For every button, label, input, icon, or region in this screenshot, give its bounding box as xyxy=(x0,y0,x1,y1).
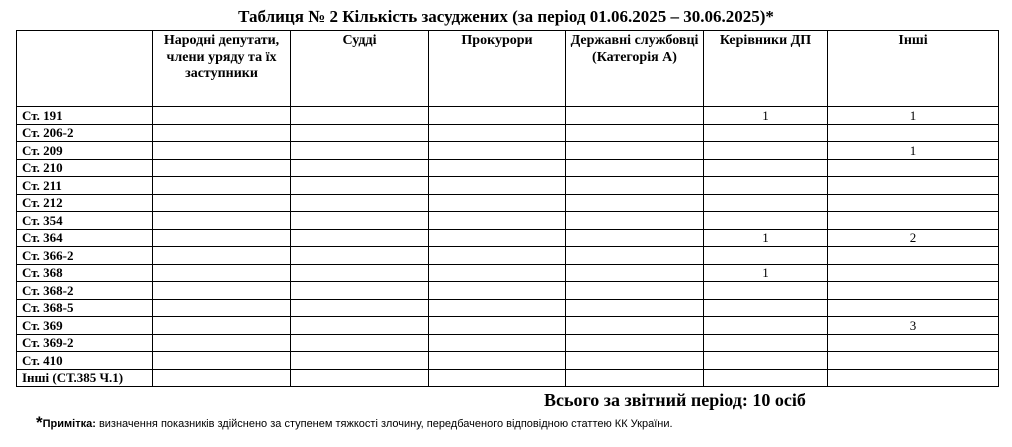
table-cell xyxy=(153,334,291,352)
table-cell xyxy=(566,299,704,317)
table-cell xyxy=(566,159,704,177)
table-cell xyxy=(828,299,999,317)
header-judges: Судді xyxy=(291,31,429,107)
table-cell xyxy=(828,334,999,352)
table-cell xyxy=(704,282,828,300)
table-cell xyxy=(566,229,704,247)
table-cell: 1 xyxy=(828,142,999,160)
header-prosecutors: Прокурори xyxy=(429,31,566,107)
total-summary: Всього за звітний період: 10 осіб xyxy=(544,390,806,410)
table-cell xyxy=(429,334,566,352)
table-cell xyxy=(429,229,566,247)
table-cell xyxy=(704,212,828,230)
table-cell xyxy=(429,142,566,160)
table-cell xyxy=(704,369,828,387)
row-label: Ст. 368 xyxy=(17,264,153,282)
table-row xyxy=(17,352,999,370)
row-label: Ст. 209 xyxy=(17,142,153,160)
table-cell xyxy=(291,212,429,230)
table-cell xyxy=(153,124,291,142)
table-cell xyxy=(704,334,828,352)
table-cell xyxy=(566,317,704,335)
row-label: Інші (СТ.385 Ч.1) xyxy=(17,369,153,387)
table-row xyxy=(17,369,999,387)
table-cell xyxy=(153,317,291,335)
table-cell xyxy=(291,194,429,212)
row-label: Ст. 366-2 xyxy=(17,247,153,265)
table-row xyxy=(17,177,999,195)
table-cell xyxy=(153,159,291,177)
table-cell xyxy=(153,229,291,247)
table-cell xyxy=(291,282,429,300)
table-cell xyxy=(429,159,566,177)
table-cell xyxy=(828,212,999,230)
table-cell xyxy=(704,247,828,265)
table-title: Таблиця № 2 Кількість засуджених (за період 01.06.2025 – 30.06.2025)* xyxy=(238,7,774,26)
row-label: Ст. 369 xyxy=(17,317,153,335)
table-cell xyxy=(291,352,429,370)
table-row xyxy=(17,264,999,282)
table-cell xyxy=(153,369,291,387)
header-civil-servants: Державні службовці (Категорія А) xyxy=(566,31,704,107)
row-label: Ст. 212 xyxy=(17,194,153,212)
table-cell xyxy=(291,124,429,142)
table-cell xyxy=(828,369,999,387)
table-cell xyxy=(429,282,566,300)
table-cell xyxy=(566,352,704,370)
table-cell xyxy=(429,177,566,195)
convictions-table xyxy=(16,30,999,387)
row-label: Ст. 354 xyxy=(17,212,153,230)
table-cell xyxy=(291,334,429,352)
table-cell: 3 xyxy=(828,317,999,335)
table-cell xyxy=(704,124,828,142)
table-row xyxy=(17,142,999,160)
table-cell xyxy=(429,107,566,125)
table-cell xyxy=(291,317,429,335)
table-cell xyxy=(153,142,291,160)
table-row xyxy=(17,159,999,177)
table-cell xyxy=(828,194,999,212)
table-cell xyxy=(566,282,704,300)
table-cell xyxy=(429,352,566,370)
table-cell xyxy=(704,194,828,212)
table-row xyxy=(17,229,999,247)
table-cell xyxy=(429,299,566,317)
table-cell xyxy=(566,194,704,212)
row-label: Ст. 206-2 xyxy=(17,124,153,142)
table-cell xyxy=(153,212,291,230)
table-row xyxy=(17,194,999,212)
header-enterprise-heads: Керівники ДП xyxy=(704,31,828,107)
table-cell: 1 xyxy=(704,107,828,125)
table-cell xyxy=(153,282,291,300)
table-cell xyxy=(704,177,828,195)
table-cell xyxy=(429,264,566,282)
table-row xyxy=(17,212,999,230)
footnote-star: * xyxy=(36,413,43,432)
row-label: Ст. 191 xyxy=(17,107,153,125)
table-cell xyxy=(291,247,429,265)
table-cell xyxy=(566,212,704,230)
row-label: Ст. 368-2 xyxy=(17,282,153,300)
table-cell xyxy=(291,159,429,177)
table-cell xyxy=(828,177,999,195)
table-cell: 1 xyxy=(704,264,828,282)
table-cell xyxy=(566,247,704,265)
table-row xyxy=(17,282,999,300)
table-cell xyxy=(566,264,704,282)
table-cell xyxy=(704,159,828,177)
header-deputies: Народні депутати, члени уряду та їх заступники xyxy=(153,31,291,107)
table-cell xyxy=(429,124,566,142)
row-label: Ст. 369-2 xyxy=(17,334,153,352)
table-cell xyxy=(828,247,999,265)
table-cell xyxy=(291,264,429,282)
table-row xyxy=(17,299,999,317)
row-label: Ст. 364 xyxy=(17,229,153,247)
table-cell xyxy=(153,194,291,212)
table-cell xyxy=(153,352,291,370)
table-cell xyxy=(566,124,704,142)
table-cell xyxy=(828,124,999,142)
table-cell xyxy=(153,107,291,125)
table-cell xyxy=(566,369,704,387)
table-cell xyxy=(704,352,828,370)
table-cell xyxy=(429,194,566,212)
table-cell xyxy=(429,212,566,230)
table-cell xyxy=(828,159,999,177)
table-cell xyxy=(291,177,429,195)
table-cell xyxy=(291,107,429,125)
table-cell xyxy=(291,229,429,247)
header-empty xyxy=(17,31,153,107)
table-cell xyxy=(566,142,704,160)
table-cell xyxy=(429,247,566,265)
table-cell xyxy=(828,264,999,282)
footnote xyxy=(36,414,673,433)
table-row xyxy=(17,317,999,335)
table-cell xyxy=(828,352,999,370)
table-cell xyxy=(704,299,828,317)
table-cell xyxy=(566,334,704,352)
table-cell xyxy=(291,369,429,387)
table-cell xyxy=(828,282,999,300)
table-cell xyxy=(153,299,291,317)
table-cell xyxy=(153,177,291,195)
table-cell xyxy=(704,317,828,335)
row-label: Ст. 368-5 xyxy=(17,299,153,317)
table-cell xyxy=(153,264,291,282)
table-cell xyxy=(291,142,429,160)
footnote-text: визначення показників здійснено за ступенем тяжкості злочину, передбаченого відповідною статтею КК України. xyxy=(95,418,673,430)
table-cell xyxy=(704,142,828,160)
table-row xyxy=(17,334,999,352)
table-cell xyxy=(429,369,566,387)
table-header-row xyxy=(17,31,999,107)
footnote-label: Примітка: xyxy=(42,418,96,430)
header-others: Інші xyxy=(828,31,999,107)
table-cell: 1 xyxy=(704,229,828,247)
row-label: Ст. 410 xyxy=(17,352,153,370)
table-cell xyxy=(566,177,704,195)
table-cell xyxy=(429,317,566,335)
table-row xyxy=(17,247,999,265)
table-cell xyxy=(291,299,429,317)
table-cell: 1 xyxy=(828,107,999,125)
table-cell: 2 xyxy=(828,229,999,247)
table-cell xyxy=(153,247,291,265)
table-cell xyxy=(566,107,704,125)
table-row xyxy=(17,107,999,125)
row-label: Ст. 211 xyxy=(17,177,153,195)
table-row xyxy=(17,124,999,142)
row-label: Ст. 210 xyxy=(17,159,153,177)
